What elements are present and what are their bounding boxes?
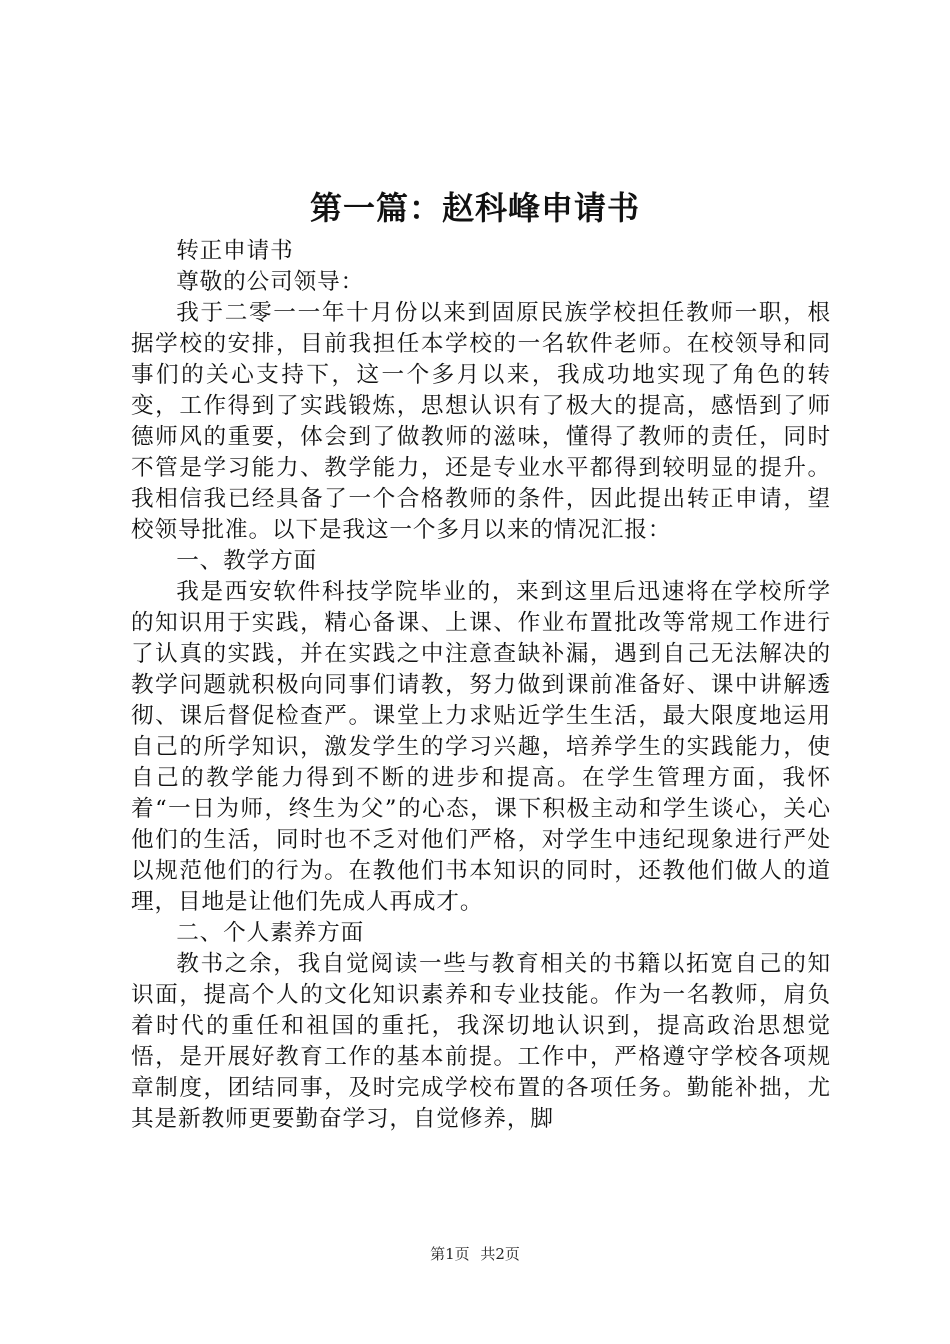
document-title: 第一篇：赵科峰申请书: [309, 189, 640, 227]
page-number: 第1页: [430, 1245, 470, 1263]
subheading-application: 转正申请书: [176, 238, 294, 264]
salutation: 尊敬的公司领导：: [176, 269, 365, 295]
document-body: [131, 236, 831, 1135]
page-total: 共2页: [480, 1245, 520, 1263]
section-heading-personal: 二、个人素养方面: [176, 920, 365, 946]
paragraph-personal: 教书之余，我自觉阅读一些与教育相关的书籍以拓宽自己的知识面，提高个人的文化知识素养和专业技能。作为一名教师，肩负着时代的重任和祖国的重托，我深切地认识到，提高政治思想觉悟，是开展好教育工作的基本前提。工作中，严格遵守学校各项规章制度，团结同事，及时完成学校布置的各项任务。勤能补拙，尤其是新教师更要勤奋学习，自觉修养，脚: [131, 951, 831, 1132]
section-heading-teaching: 一、教学方面: [176, 548, 318, 574]
page-footer: [0, 1244, 950, 1264]
paragraph-teaching: 我是西安软件科技学院毕业的，来到这里后迅速将在学校所学的知识用于实践，精心备课、上课、作业布置批改等常规工作进行了认真的实践，并在实践之中注意查缺补漏，遇到自己无法解决的教学问题就积极向同事们请教，努力做到课前准备好、课中讲解透彻、课后督促检查严。课堂上力求贴近学生生活，最大限度地运用自己的所学知识，激发学生的学习兴趣，培养学生的实践能力，使自己的教学能力得到不断的进步和提高。在学生管理方面，我怀着“一日为师，终生为父”的心态，课下积极主动和学生谈心，关心他们的生活，同时也不乏对他们严格，对学生中违纪现象进行严处以规范他们的行为。在教他们书本知识的同时，还教他们做人的道理，目地是让他们先成人再成才。: [131, 579, 831, 915]
paragraph-intro: 我于二零一一年十月份以来到固原民族学校担任教师一职，根据学校的安排，目前我担任本学校的一名软件老师。在校领导和同事们的关心支持下，这一个多月以来，我成功地实现了角色的转变，工作得到了实践锻炼，思想认识有了极大的提高，感悟到了师德师风的重要，体会到了做教师的滋味，懂得了教师的责任，同时不管是学习能力、教学能力，还是专业水平都得到较明显的提升。我相信我已经具备了一个合格教师的条件，因此提出转正申请，望校领导批准。以下是我这一个多月以来的情况汇报：: [131, 300, 831, 543]
